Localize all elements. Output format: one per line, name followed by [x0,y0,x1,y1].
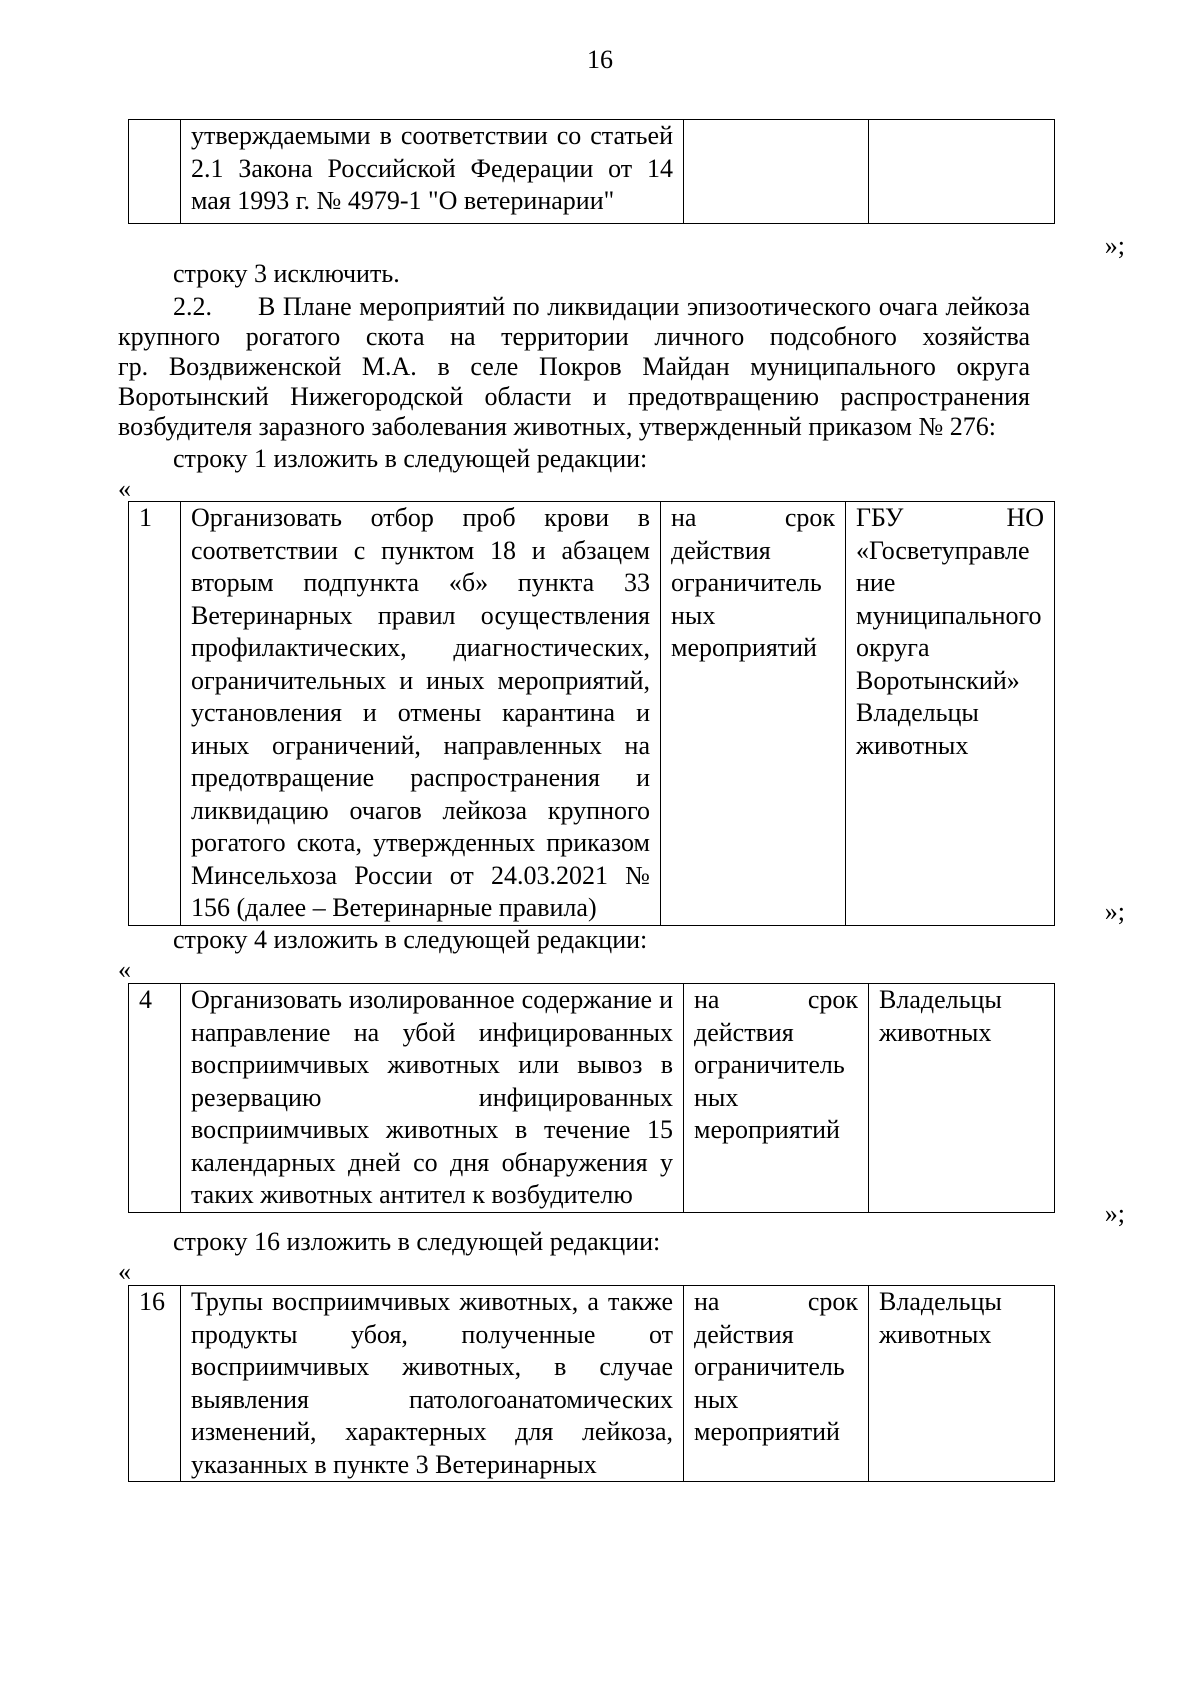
text-line: мая 1993 г. № 4979-1 "О ветеринарии" [191,186,615,215]
row1-table [128,501,1055,926]
row16-intro: строку 16 изложить в следующей редакции: [173,1227,661,1256]
row-responsible: Владельцы животных [869,1286,1055,1482]
row-number: 4 [129,984,181,1213]
row-text [181,120,684,224]
paragraph-number: 2.2. [173,292,212,321]
row4-intro: строку 4 изложить в следующей редакции: [173,925,648,954]
row4-table [128,983,1055,1213]
opening-quote: « [118,474,131,503]
row-term: на срок действия ограничитель ных мероприятий [661,502,846,926]
row-term [684,120,869,224]
page-number: 16 [587,45,613,74]
table-row [129,1286,1055,1482]
text-line: утверждаемыми в соответствии со статьей [191,121,673,150]
row-term: на срок действия ограничитель ных мероприятий [684,1286,869,1482]
row-text: Трупы восприимчивых животных, а также продукты убоя, полученные от восприимчивых животных, в случае выявления патологоанатомических изменений, характерных для лейкоза, указанных в пункте 3 Ветеринарных [181,1286,684,1482]
row16-table [128,1285,1055,1482]
closing-quote: »; [1104,231,1125,260]
closing-quote: »; [1104,1199,1125,1228]
table-row [129,502,1055,926]
row-number: 16 [129,1286,181,1482]
opening-quote: « [118,1257,131,1286]
row-responsible: ГБУ НО «Госветуправле ние муниципального округа Воротынский» Владельцы животных [846,502,1055,926]
row-number: 1 [129,502,181,926]
closing-quote: »; [1104,897,1125,926]
paragraph-line: крупного рогатого скота на территории личного подсобного хозяйства [118,322,1030,351]
paragraph-line: Воротынский Нижегородской области и предотвращению распространения [118,382,1030,411]
paragraph-line: гр. Воздвиженской М.А. в селе Покров Майдан муниципального округа [118,352,1030,381]
row-responsible: Владельцы животных [869,984,1055,1213]
paragraph-line: возбудителя заразного заболевания животных, утвержденный приказом № 276: [118,412,997,441]
opening-quote: « [118,955,131,984]
row-term: на срок действия ограничитель ных мероприятий [684,984,869,1213]
exclude-line: строку 3 исключить. [173,259,400,288]
text-line: 2.1 Закона Российской Федерации от 14 [191,153,673,183]
continuation-table [128,119,1055,224]
paragraph-first-line: В Плане мероприятий по ликвидации эпизоотического очага лейкоза [258,292,1030,321]
row-responsible [869,120,1055,224]
table-row [129,984,1055,1213]
row1-intro: строку 1 изложить в следующей редакции: [173,444,648,473]
row-text: Организовать изолированное содержание и направление на убой инфицированных восприимчивых животных или вывоз в резервацию инфицированных восприимчивых животных в течение 15 календарных дней со дня обнаружения у таких животных антител к возбудителю [181,984,684,1213]
table-row [129,120,1055,224]
row-number [129,120,181,224]
row-text: Организовать отбор проб крови в соответствии с пунктом 18 и абзацем вторым подпункта «б» пункта 33 Ветеринарных правил осуществления профилактических, диагностических, ограничительных и иных мероприятий, установления и отмены карантина и иных ограничений, направленных на предотвращение распространения и ликвидацию очагов лейкоза крупного рогатого скота, утвержденных приказом Минсельхоза России от 24.03.2021 № 156 (далее – Ветеринарные правила) [181,502,661,926]
